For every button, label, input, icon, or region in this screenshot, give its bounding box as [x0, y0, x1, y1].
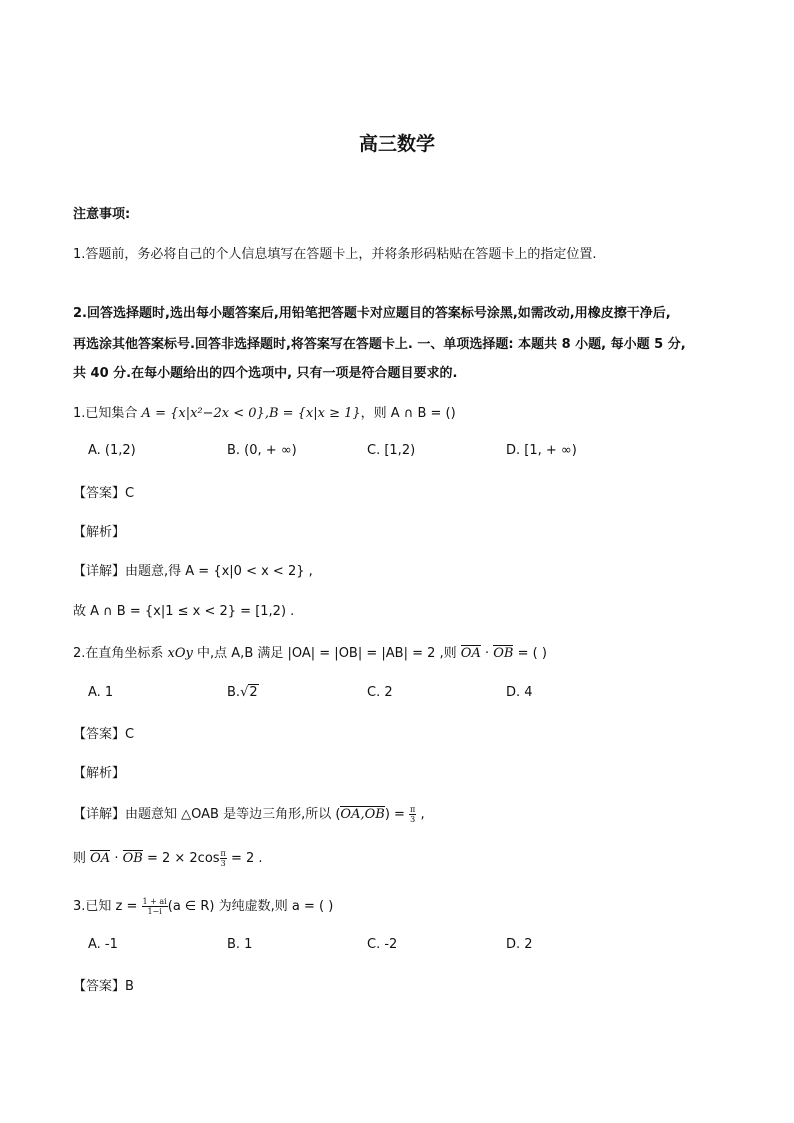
- question-2-detail-2-mid: = 2 × 2cos: [142, 851, 220, 866]
- question-2-option-b-radicand: 2: [249, 685, 258, 700]
- sqrt-sign: √2: [240, 685, 258, 700]
- question-1-option-a: A. (1,2): [88, 443, 136, 458]
- question-1-prefix: 1.已知集合: [73, 406, 142, 421]
- question-3-option-a: A. -1: [88, 937, 118, 952]
- question-2-prefix: 2.在直角坐标系: [73, 646, 168, 661]
- question-3-option-b: B. 1: [227, 937, 253, 952]
- question-3-answer: 【答案】B: [73, 979, 134, 994]
- question-3-fraction: [142, 897, 168, 916]
- question-1-answer: 【答案】C: [73, 486, 135, 501]
- page-title: 高三数学: [358, 133, 435, 155]
- question-2-detail-1-pre: 【详解】由题意知 △OAB 是等边三角形,所以 (: [73, 807, 341, 822]
- fraction-denominator: 3: [410, 815, 416, 824]
- question-3-stem: [73, 895, 333, 916]
- question-2-detail-2-pre: 则: [73, 851, 91, 866]
- fraction-denominator: 1−i: [147, 907, 162, 916]
- question-3-prefix: 3.已知 z =: [73, 899, 142, 914]
- question-1-analysis: 【解析】: [73, 525, 126, 540]
- question-3-mid: (a ∈ R) 为纯虚数,则 a = ( ): [167, 899, 334, 914]
- question-1-set-b: ,B = {x|x ≥ 1}: [264, 406, 361, 421]
- question-2-detail-2-vec1: OA: [90, 851, 111, 866]
- question-2-stem: [73, 642, 547, 661]
- question-1-set-a: A = {x|x²−2x < 0}: [141, 406, 265, 421]
- question-2-detail-2-end: = 2 .: [226, 851, 263, 866]
- question-1-option-b: B. (0, + ∞): [227, 443, 297, 458]
- question-2-vector-ob: OB: [493, 646, 514, 661]
- question-2-tail: = ( ): [513, 646, 547, 661]
- question-2-detail-2-vec2: OB: [122, 851, 143, 866]
- question-2-option-d: D. 4: [506, 685, 533, 700]
- notice-item-1: 1.答题前，务必将自己的个人信息填写在答题卡上，并将条形码粘贴在答题卡上的指定位置.: [73, 247, 597, 262]
- notice-item-2-line-3: 共 40 分.在每小题给出的四个选项中, 只有一项是符合题目要求的.: [73, 366, 458, 381]
- notice-item-2-line-1: 2.回答选择题时,选出每小题答案后,用铅笔把答题卡对应题目的答案标号涂黑,如需改动,用橡皮擦干净后,: [73, 306, 671, 321]
- question-1-stem: [73, 402, 456, 421]
- notice-heading: 注意事项:: [73, 207, 131, 222]
- question-2-vector-oa: OA: [460, 646, 481, 661]
- notice-item-2-line-2: 再选涂其他答案标号.回答非选择题时,将答案写在答题卡上. 一、单项选择题: 本题共 8 小题, 每小题 5 分,: [73, 337, 686, 352]
- question-2-xoy: xOy: [167, 646, 193, 661]
- question-1-ask: ，则 A ∩ B = (): [360, 406, 456, 421]
- question-2-detail-1-vectors: OA,OB: [340, 807, 385, 822]
- question-2-detail-2-dot: ·: [110, 851, 123, 866]
- fraction-denominator: 3: [220, 859, 226, 868]
- question-2-dot: ·: [480, 646, 494, 661]
- question-3-option-c: C. -2: [367, 937, 398, 952]
- question-2-option-c: C. 2: [367, 685, 393, 700]
- question-2-option-b: [227, 685, 259, 700]
- question-2-detail-1-post: ) =: [384, 807, 410, 822]
- question-2-mid: 中,点 A,B 满足 |OA| = |OB| = |AB| = 2 ,则: [192, 646, 461, 661]
- question-2-detail-2: [73, 847, 263, 868]
- question-3-option-d: D. 2: [506, 937, 533, 952]
- fraction-numerator: π: [410, 805, 416, 814]
- question-2-detail-1: [73, 803, 425, 824]
- question-1-detail-2: 故 A ∩ B = {x|1 ≤ x < 2} = [1,2) .: [73, 604, 295, 619]
- fraction-pi-over-3-cos: [220, 849, 227, 868]
- fraction-numerator: 1 + ai: [142, 897, 167, 906]
- question-2-option-a: A. 1: [88, 685, 114, 700]
- question-1-option-c: C. [1,2): [367, 443, 416, 458]
- question-2-answer: 【答案】C: [73, 727, 135, 742]
- question-1-detail-1: 【详解】由题意,得 A = {x|0 < x < 2} ,: [73, 564, 313, 579]
- question-2-option-b-label: B.: [227, 685, 241, 700]
- fraction-numerator: π: [220, 849, 226, 858]
- question-2-analysis: 【解析】: [73, 766, 126, 781]
- question-2-detail-1-end: ,: [416, 807, 425, 822]
- question-1-option-d: D. [1, + ∞): [506, 443, 577, 458]
